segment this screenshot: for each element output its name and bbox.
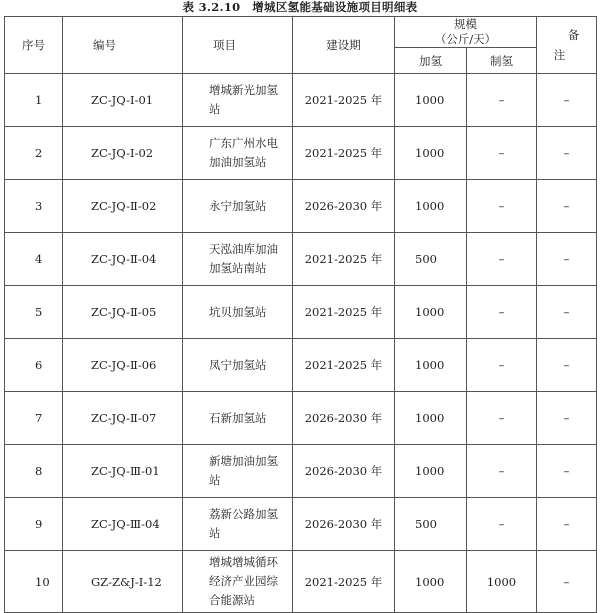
cell-note: – — [537, 74, 597, 127]
cell-seq: 6 — [5, 339, 63, 392]
cell-project: 坑贝加氢站 — [183, 286, 293, 339]
cell-seq: 1 — [5, 74, 63, 127]
header-scale-label: 规模 — [454, 17, 477, 31]
cell-code: ZC-JQ-Ⅱ-05 — [63, 286, 183, 339]
header-code: 编号 — [63, 17, 183, 74]
table-row — [5, 233, 597, 286]
cell-prod: – — [467, 339, 537, 392]
cell-seq: 8 — [5, 445, 63, 498]
cell-seq: 10 — [5, 551, 63, 613]
cell-prod: – — [467, 445, 537, 498]
cell-period: 2021-2025 年 — [293, 233, 395, 286]
table-row — [5, 286, 597, 339]
cell-period: 2026-2030 年 — [293, 445, 395, 498]
cell-period: 2026-2030 年 — [293, 392, 395, 445]
cell-seq: 5 — [5, 286, 63, 339]
table-row — [5, 180, 597, 233]
cell-note: – — [537, 127, 597, 180]
cell-fill: 1000 — [395, 286, 467, 339]
cell-project: 永宁加氢站 — [183, 180, 293, 233]
cell-code: ZC-JQ-Ⅱ-07 — [63, 392, 183, 445]
cell-note: – — [537, 180, 597, 233]
cell-note: – — [537, 551, 597, 613]
cell-code: ZC-JQ-Ⅲ-04 — [63, 498, 183, 551]
cell-period: 2021-2025 年 — [293, 551, 395, 613]
cell-project: 石新加氢站 — [183, 392, 293, 445]
table-row — [5, 74, 597, 127]
cell-note: – — [537, 498, 597, 551]
cell-fill: 1000 — [395, 339, 467, 392]
cell-project: 荔新公路加氢站 — [183, 498, 293, 551]
header-scale — [395, 17, 537, 48]
cell-code: ZC-JQ-Ⅲ-01 — [63, 445, 183, 498]
cell-prod: – — [467, 392, 537, 445]
cell-prod: – — [467, 498, 537, 551]
table-row — [5, 498, 597, 551]
cell-project: 广东广州水电加油加氢站 — [183, 127, 293, 180]
cell-seq: 7 — [5, 392, 63, 445]
cell-code: GZ-Z&J-Ⅰ-12 — [63, 551, 183, 613]
cell-fill: 1000 — [395, 180, 467, 233]
cell-fill: 500 — [395, 498, 467, 551]
cell-period: 2021-2025 年 — [293, 127, 395, 180]
table-title: 表 3.2.10 增城区氢能基础设施项目明细表 — [182, 0, 418, 14]
cell-project: 新塘加油加氢站 — [183, 445, 293, 498]
header-hydrogen-prod: 制氢 — [467, 48, 537, 74]
cell-note: – — [537, 392, 597, 445]
table-row — [5, 339, 597, 392]
header-hydrogen-fill: 加氢 — [395, 48, 467, 74]
cell-prod: – — [467, 233, 537, 286]
cell-fill: 1000 — [395, 127, 467, 180]
table-row — [5, 445, 597, 498]
cell-note: – — [537, 286, 597, 339]
cell-fill: 1000 — [395, 551, 467, 613]
cell-note: – — [537, 339, 597, 392]
table-row — [5, 127, 597, 180]
table-row — [5, 551, 597, 613]
header-note — [537, 17, 597, 74]
cell-prod: – — [467, 180, 537, 233]
cell-period: 2026-2030 年 — [293, 498, 395, 551]
cell-period: 2021-2025 年 — [293, 74, 395, 127]
cell-note: – — [537, 233, 597, 286]
cell-prod: – — [467, 286, 537, 339]
cell-fill: 1000 — [395, 74, 467, 127]
header-scale-unit: （公斤/天） — [434, 32, 497, 46]
cell-seq: 2 — [5, 127, 63, 180]
cell-seq: 9 — [5, 498, 63, 551]
cell-period: 2021-2025 年 — [293, 286, 395, 339]
cell-fill: 1000 — [395, 392, 467, 445]
cell-code: ZC-JQ-Ⅰ-01 — [63, 74, 183, 127]
cell-code: ZC-JQ-Ⅱ-06 — [63, 339, 183, 392]
cell-fill: 500 — [395, 233, 467, 286]
cell-prod: – — [467, 74, 537, 127]
hydrogen-projects-table — [4, 16, 597, 613]
cell-period: 2026-2030 年 — [293, 180, 395, 233]
cell-seq: 4 — [5, 233, 63, 286]
cell-fill: 1000 — [395, 445, 467, 498]
cell-project: 增城增城循环经济产业园综合能源站 — [183, 551, 293, 613]
cell-note: – — [537, 445, 597, 498]
cell-prod: 1000 — [467, 551, 537, 613]
cell-prod: – — [467, 127, 537, 180]
header-period: 建设期 — [293, 17, 395, 74]
cell-project: 增城新光加氢站 — [183, 74, 293, 127]
table-row — [5, 392, 597, 445]
header-note-char-2: 注 — [553, 48, 566, 62]
cell-seq: 3 — [5, 180, 63, 233]
cell-code: ZC-JQ-Ⅱ-02 — [63, 180, 183, 233]
cell-code: ZC-JQ-Ⅱ-04 — [63, 233, 183, 286]
cell-project: 天泓油库加油加氢站南站 — [183, 233, 293, 286]
header-note-char-1: 备 — [567, 28, 580, 42]
cell-project: 凤宁加氢站 — [183, 339, 293, 392]
cell-period: 2021-2025 年 — [293, 339, 395, 392]
cell-code: ZC-JQ-Ⅰ-02 — [63, 127, 183, 180]
header-seq: 序号 — [5, 17, 63, 74]
header-project: 项目 — [183, 17, 293, 74]
